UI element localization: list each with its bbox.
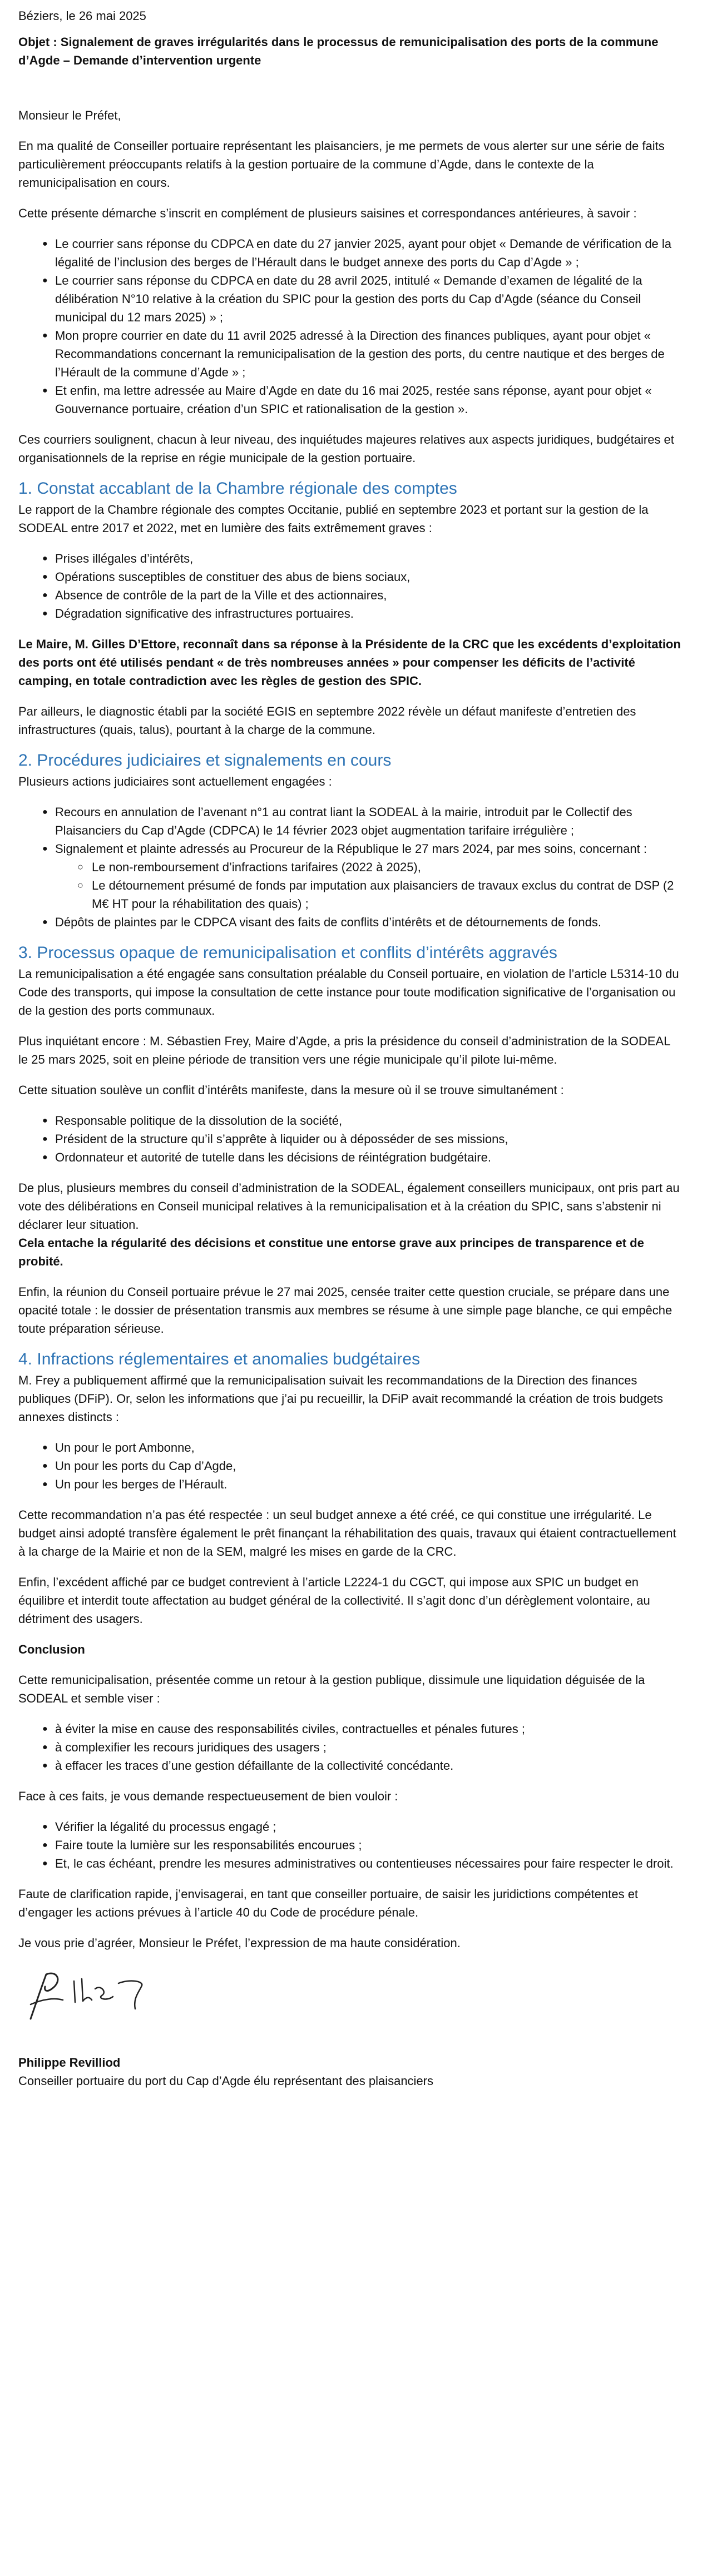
conclusion-paragraph-1: Cette remunicipalisation, présentée comme un retour à la gestion publique, dissimule une liquidation déguisée de la SODEAL et semble viser : bbox=[18, 1673, 645, 1705]
section-3-paragraph-1: La remunicipalisation a été engagée sans consultation préalable du Conseil portuaire, en violation de l’article L5314-10 du Code des transports, qui impose la consultation de cette instance pour toute modification significative de l’organisation ou de la gestion des ports communaux. bbox=[18, 967, 679, 1018]
list-item: ● Le courrier sans réponse du CDPCA en date du 28 avril 2025, intitulé « Demande d’examen de légalité de la délibération N°10 relative à la création du SPIC pour la gestion des ports du Cap d’Agde (séance du Conseil municipal du 12 mars 2025) » ; bbox=[18, 271, 681, 326]
sub-list-item: ○ Le détournement présumé de fonds par imputation aux plaisanciers de travaux exclus du contrat de DSP (2 M€ HT pour la réhabilitation des quais) ; bbox=[55, 876, 681, 913]
section-1-heading: 1. Constat accablant de la Chambre régionale des comptes bbox=[18, 479, 457, 498]
crc-findings-list bbox=[18, 549, 681, 623]
section-4-paragraph-1: M. Frey a publiquement affirmé que la remunicipalisation suivait les recommandations de la Direction des finances publiques (DFiP). Or, selon les informations que j’ai pu recueillir, la DFiP avait recommandé la création de trois budgets annexes distincts : bbox=[18, 1373, 663, 1424]
list-item: ● Un pour les berges de l’Hérault. bbox=[18, 1475, 681, 1493]
list-item: ● Faire toute la lumière sur les responsabilités encourues ; bbox=[18, 1836, 681, 1854]
bullet-icon: ● bbox=[42, 844, 48, 853]
section-3-paragraph-3: Cette situation soulève un conflit d’intérêts manifeste, dans la mesure où il se trouve simultanément : bbox=[18, 1083, 564, 1097]
list-item: ● Mon propre courrier en date du 11 avril 2025 adressé à la Direction des finances publiques, ayant pour objet « Recommandations concernant la remunicipalisation de la gestion des ports, du centre nautique et des berges de l’Hérault de la commune d’Agde » ; bbox=[18, 326, 681, 381]
section-4-paragraph-2: Cette recommandation n’a pas été respectée : un seul budget annexe a été créé, ce qui constitue une irrégularité. Le budget ainsi adopté transfère également le prêt finançant la réhabilitation des quais, travaux qui étaient contractuellement à la charge de la Mairie et non de la SEM, malgré les mises en garde de la CRC. bbox=[18, 1508, 676, 1558]
bullet-icon: ● bbox=[42, 807, 48, 817]
section-3-heading: 3. Processus opaque de remunicipalisation et conflits d’intérêts aggravés bbox=[18, 944, 557, 962]
sub-list-item: ○ Le non-remboursement d’infractions tarifaires (2022 à 2025), bbox=[55, 858, 681, 876]
list-item: ● Signalement et plainte adressés au Procureur de la République le 27 mars 2024, par mes soins, concernant : ○ Le non-remboursement d’infractions tarifaires (2022 à 2025), ○ Le détournement présumé de fonds par imputation aux plaisanciers de travaux exclus du contrat de DSP (2 M€ HT pour la réhabilitation des quais) ; bbox=[18, 840, 681, 913]
intro-paragraph-3: Ces courriers soulignent, chacun à leur niveau, des inquiétudes majeures relatives aux aspects juridiques, budgétaires et organisationnels de la reprise en régie municipale de la gestion portuaire. bbox=[18, 433, 674, 465]
sub-bullet-icon: ○ bbox=[77, 861, 83, 872]
bullet-icon: ● bbox=[42, 386, 48, 395]
section-4-heading: 4. Infractions réglementaires et anomalies budgétaires bbox=[18, 1350, 421, 1368]
list-item: ● Le courrier sans réponse du CDPCA en date du 27 janvier 2025, ayant pour objet « Demande de vérification de la légalité de l’inclusion des berges de l’Hérault dans le budget annexe des ports du Cap d’Agde » ; bbox=[18, 235, 681, 271]
list-item: ● Un pour les ports du Cap d’Agde, bbox=[18, 1457, 681, 1475]
bullet-icon: ● bbox=[42, 1761, 48, 1770]
section-4-paragraph-3: Enfin, l’excédent affiché par ce budget contrevient à l’article L2224-1 du CGCT, qui impose aux SPIC un budget en équilibre et interdit toute affectation au budget général de la collectivité. Il s’agit donc d’un dérèglement volontaire, au détriment des usagers. bbox=[18, 1575, 650, 1626]
section-1-paragraph-3: Par ailleurs, le diagnostic établi par la société EGIS en septembre 2022 révèle un défaut manifeste d’entretien des infrastructures (quais, talus), pourtant à la charge de la commune. bbox=[18, 704, 636, 737]
letter-subject: Objet : Signalement de graves irrégularités dans le processus de remunicipalisation des ports de la commune d’Agde – Demande d’intervention urgente bbox=[18, 35, 659, 67]
list-item: ● Absence de contrôle de la part de la Ville et des actionnaires, bbox=[18, 586, 681, 604]
list-item: ● à complexifier les recours juridiques des usagers ; bbox=[18, 1738, 681, 1756]
bullet-icon: ● bbox=[42, 331, 48, 340]
list-item: ● Opérations susceptibles de constituer des abus de biens sociaux, bbox=[18, 568, 681, 586]
bullet-icon: ● bbox=[42, 572, 48, 582]
bullet-icon: ● bbox=[42, 609, 48, 618]
bullet-icon: ● bbox=[42, 1743, 48, 1752]
signer-role: Conseiller portuaire du port du Cap d’Agde élu représentant des plaisanciers bbox=[18, 2074, 434, 2088]
bullet-icon: ● bbox=[42, 554, 48, 563]
list-item: ● à éviter la mise en cause des responsabilités civiles, contractuelles et pénales futures ; bbox=[18, 1720, 681, 1738]
prior-correspondence-list bbox=[18, 235, 681, 418]
conclusion-paragraph-2: Face à ces faits, je vous demande respectueusement de bien vouloir : bbox=[18, 1789, 398, 1803]
section-3-paragraph-2: Plus inquiétant encore : M. Sébastien Frey, Maire d’Agde, a pris la présidence du conseil d’administration de la SODEAL le 25 mars 2025, soit en pleine période de transition vers une régie municipale qu’il pilote lui-même. bbox=[18, 1034, 670, 1066]
closing-formula: Je vous prie d’agréer, Monsieur le Préfet, l’expression de ma haute considération. bbox=[18, 1936, 461, 1950]
section-1-paragraph-1: Le rapport de la Chambre régionale des comptes Occitanie, publié en septembre 2023 et portant sur la gestion de la SODEAL entre 2017 et 2022, met en lumière des faits extrêmement graves : bbox=[18, 503, 649, 535]
bullet-icon: ● bbox=[42, 1724, 48, 1734]
list-item: ● Un pour le port Ambonne, bbox=[18, 1438, 681, 1457]
sub-bullet-icon: ○ bbox=[77, 880, 83, 891]
budgets-list bbox=[18, 1438, 681, 1493]
complaint-sublist bbox=[55, 858, 681, 913]
letter-date: Béziers, le 26 mai 2025 bbox=[18, 9, 146, 23]
bullet-icon: ● bbox=[42, 1859, 48, 1868]
requests-list bbox=[18, 1818, 681, 1873]
list-item: ● Et, le cas échéant, prendre les mesures administratives ou contentieuses nécessaires pour faire respecter le droit. bbox=[18, 1854, 681, 1873]
list-item: ● à effacer les traces d’une gestion défaillante de la collectivité concédante. bbox=[18, 1756, 681, 1775]
list-item: ● Prises illégales d’intérêts, bbox=[18, 549, 681, 568]
bullet-icon: ● bbox=[42, 1480, 48, 1489]
signature-icon bbox=[24, 1964, 191, 2026]
bullet-icon: ● bbox=[42, 1461, 48, 1471]
section-2-heading: 2. Procédures judiciaires et signalements en cours bbox=[18, 751, 392, 770]
list-item: ● Président de la structure qu’il s’apprête à liquider ou à déposséder de ses missions, bbox=[18, 1130, 681, 1148]
bullet-icon: ● bbox=[42, 1840, 48, 1850]
intro-paragraph-2: Cette présente démarche s’inscrit en complément de plusieurs saisines et correspondances antérieures, à savoir : bbox=[18, 206, 637, 220]
bullet-icon: ● bbox=[42, 1134, 48, 1144]
conclusion-heading: Conclusion bbox=[18, 1642, 85, 1656]
salutation: Monsieur le Préfet, bbox=[18, 108, 121, 122]
bullet-icon: ● bbox=[42, 1822, 48, 1832]
bullet-icon: ● bbox=[42, 1443, 48, 1452]
list-item: ● Vérifier la légalité du processus engagé ; bbox=[18, 1818, 681, 1836]
bullet-icon: ● bbox=[42, 917, 48, 927]
bullet-icon: ● bbox=[42, 239, 48, 249]
conflict-roles-list bbox=[18, 1111, 681, 1167]
list-item: ● Ordonnateur et autorité de tutelle dans les décisions de réintégration budgétaire. bbox=[18, 1148, 681, 1167]
signer-name: Philippe Revilliod bbox=[18, 2056, 121, 2069]
conclusion-paragraph-3: Faute de clarification rapide, j’envisagerai, en tant que conseiller portuaire, de saisir les juridictions compétentes et d’engager les actions prévues à l’article 40 du Code de procédure pénale. bbox=[18, 1887, 639, 1919]
intro-paragraph-1: En ma qualité de Conseiller portuaire représentant les plaisanciers, je me permets de vous alerter sur une série de faits particulièrement préoccupants relatifs à la gestion portuaire de la commune d’Agde, dans le contexte de la remunicipalisation en cours. bbox=[18, 139, 665, 190]
judicial-actions-list bbox=[18, 803, 681, 931]
section-3-paragraph-4: De plus, plusieurs membres du conseil d’administration de la SODEAL, également conseillers municipaux, ont pris part au vote des délibérations en Conseil municipal relatives à la remunicipalisation et à la création du SPIC, sans s’abstenir ni déclarer leur situation. bbox=[18, 1181, 680, 1232]
bullet-icon: ● bbox=[42, 1116, 48, 1125]
bullet-icon: ● bbox=[42, 1153, 48, 1162]
list-item: ● Dépôts de plaintes par le CDPCA visant des faits de conflits d’intérêts et de détournements de fonds. bbox=[18, 913, 681, 931]
section-1-bold-paragraph: Le Maire, M. Gilles D’Ettore, reconnaît dans sa réponse à la Présidente de la CRC que les excédents d’exploitation des ports ont été utilisés pendant « de très nombreuses années » pour compenser les déficits de l’activité camping, en totale contradiction avec les règles de gestion des SPIC. bbox=[18, 637, 681, 688]
conclusion-aims-list bbox=[18, 1720, 681, 1775]
section-2-paragraph-1: Plusieurs actions judiciaires sont actuellement engagées : bbox=[18, 775, 332, 788]
list-item: ● Recours en annulation de l’avenant n°1 au contrat liant la SODEAL à la mairie, introduit par le Collectif des Plaisanciers du Cap d’Agde (CDPCA) le 14 février 2023 objet augmentation tarifaire irrégulière ; bbox=[18, 803, 681, 840]
list-item: ● Responsable politique de la dissolution de la société, bbox=[18, 1111, 681, 1130]
list-item: ● Dégradation significative des infrastructures portuaires. bbox=[18, 604, 681, 623]
bullet-icon: ● bbox=[42, 590, 48, 600]
section-3-paragraph-5: Enfin, la réunion du Conseil portuaire prévue le 27 mai 2025, censée traiter cette question cruciale, se prépare dans une opacité totale : le dossier de présentation transmis aux membres se résume à une simple page blanche, ce qui empêche toute préparation sérieuse. bbox=[18, 1285, 673, 1336]
list-item: ● Et enfin, ma lettre adressée au Maire d’Agde en date du 16 mai 2025, restée sans réponse, ayant pour objet « Gouvernance portuaire, création d’un SPIC et rationalisation de la gestion ». bbox=[18, 381, 681, 418]
bullet-icon: ● bbox=[42, 276, 48, 285]
section-3-bold-paragraph: Cela entache la régularité des décisions et constitue une entorse grave aux principes de transparence et de probité. bbox=[18, 1236, 644, 1268]
